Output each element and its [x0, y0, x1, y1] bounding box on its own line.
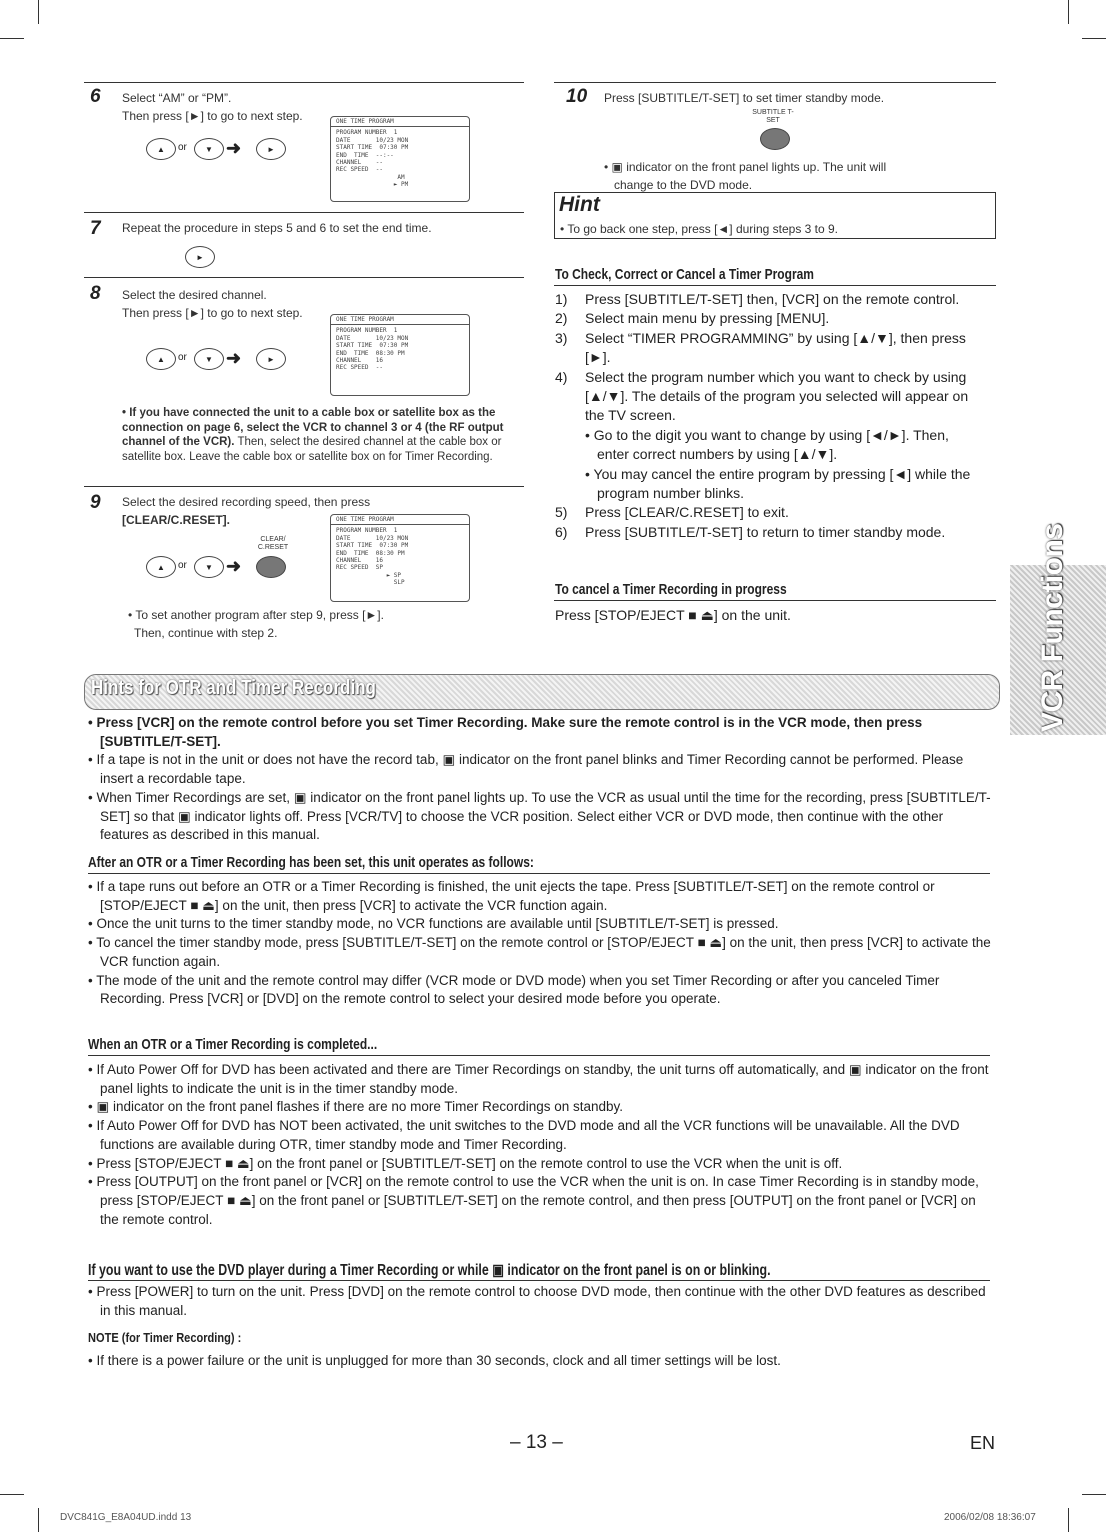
check-list	[555, 290, 975, 542]
divider	[84, 82, 524, 83]
crop-mark	[0, 1494, 24, 1495]
osd-screen-step8: ONE TIME PROGRAM PROGRAM NUMBER 1 DATE 10/23 MON START TIME 07:30 PM END TIME 08:30 PM CHANNEL 16 REC SPEED --	[330, 314, 470, 396]
down-button-icon: ▼	[194, 348, 224, 370]
crop-mark	[0, 38, 24, 39]
list-item: 5) Press [CLEAR/C.RESET] to exit.	[555, 504, 789, 521]
list-subitems: • Go to the digit you want to change by using [◄/►]. Then, enter correct numbers by using [▲/▼]. • You may cancel the entire program by pressing [◄] while the program number blinks.	[585, 426, 971, 502]
note-list: • If there is a power failure or the unit is unplugged for more than 30 seconds, clock and all timer settings will be lost.	[88, 1353, 781, 1368]
step-7-text: Repeat the procedure in steps 5 and 6 to set the end time.	[122, 221, 432, 235]
crop-mark	[1068, 1508, 1069, 1532]
side-tab-label: VCR Functions	[1036, 523, 1069, 732]
completed-list: • If Auto Power Off for DVD has been activated and there are Timer Recordings on standby, the unit turns off automatically, and ▣ indicator on the front panel lights to indicate the unit is in the timer standby mode. • ▣ indicator on the front panel flashes if there are no more Timer Recordings on standby. • If Auto Power Off for DVD has NOT been activated, the unit switches to the DVD mode and all the VCR functions will be unavailable. All the DVD functions are available during OTR, timer standby mode and Timer Recording. • Press [STOP/EJECT ■ ⏏] on the front panel or [SUBTITLE/T-SET] on the remote control to use the VCR when the unit is off. • Press [OUTPUT] on the front panel or [VCR] on the remote control to use the VCR when the unit is on. In case Timer Recording is in standby mode, press [STOP/EJECT ■ ⏏] on the front panel or [SUBTITLE/T-SET] on the remote control, and then press [OUTPUT] on the front panel or [VCR] on the remote control.	[88, 1062, 989, 1227]
list-item: 6) Press [SUBTITLE/T-SET] to return to timer standby mode.	[555, 523, 946, 540]
dvd-heading: If you want to use the DVD player during a Timer Recording or while ▣ indicator on the front panel is on or blinking.	[88, 1262, 771, 1279]
divider	[84, 486, 524, 487]
heading-underline	[554, 285, 996, 286]
list-item: 1) Press [SUBTITLE/T-SET] then, [VCR] on the remote control.	[555, 291, 960, 307]
clear-button-icon	[256, 556, 286, 578]
or-label: or	[178, 142, 187, 153]
step-6-text: Select “AM” or “PM”. Then press [►] to go to next step.	[122, 91, 303, 123]
heading-underline	[554, 600, 996, 601]
osd-title: ONE TIME PROGRAM	[331, 515, 469, 525]
osd-screen-step6: ONE TIME PROGRAM PROGRAM NUMBER 1 DATE 10/23 MON START TIME 07:30 PM END TIME --:-- CHANNEL -- REC SPEED -- AM ► PM	[330, 116, 470, 202]
page-number: – 13 –	[510, 1432, 563, 1453]
footer-file: DVC841G_E8A04UD.indd 13	[60, 1512, 192, 1523]
dvd-list: • Press [POWER] to turn on the unit. Press [DVD] on the remote control to choose DVD mode, then continue with the other DVD features as described in this manual.	[88, 1284, 986, 1318]
step-8-note: • If you have connected the unit to a cable box or satellite box as the connection on page 6, select the VCR to channel 3 or 4 (the RF output channel of the VCR). Then, select the desired channel at the cable box or satellite box. Leave the cable box or satellite box on for Timer Recording.	[122, 407, 504, 463]
hint-title: Hint	[559, 193, 600, 216]
hints-banner-title: Hints for OTR and Timer Recording	[91, 677, 376, 699]
osd-title: ONE TIME PROGRAM	[331, 315, 469, 325]
up-button-icon: ▲	[146, 138, 176, 160]
step-9-number: 9	[90, 492, 101, 513]
footer-timestamp: 2006/02/08 18:36:07	[944, 1512, 1036, 1523]
up-button-icon: ▲	[146, 556, 176, 578]
cancel-heading: To cancel a Timer Recording in progress	[555, 581, 787, 598]
list-item: 2) Select main menu by pressing [MENU].	[555, 310, 830, 327]
subtitle-button-label: SUBTITLE T-SET	[752, 109, 794, 124]
crop-mark	[1082, 38, 1106, 39]
down-button-icon: ▼	[194, 138, 224, 160]
hint-text: • To go back one step, press [◄] during steps 3 to 9.	[560, 222, 839, 236]
right-button-icon: ►	[256, 138, 286, 160]
step-7-number: 7	[90, 218, 101, 239]
step-9-text: Select the desired recording speed, then press [CLEAR/C.RESET].	[122, 495, 371, 527]
after-heading: After an OTR or a Timer Recording has been set, this unit operates as follows:	[88, 854, 534, 871]
after-list: • If a tape runs out before an OTR or a Timer Recording is finished, the unit ejects the tape. Press [SUBTITLE/T-SET] on the remote control or [STOP/EJECT ■ ⏏] on the unit, then press [VCR] to activate the VCR function again. • Once the unit turns to the timer standby mode, no VCR functions are available until [SUBTITLE/T-SET] is pressed. • To cancel the timer standby mode, press [SUBTITLE/T-SET] on the remote control or [STOP/EJECT ■ ⏏] on the unit, then press [VCR] to activate the VCR function again. • The mode of the unit and the remote control may differ (VCR mode or DVD mode) when you set Timer Recording or after you canceled Timer Recording. Press [VCR] or [DVD] on the remote control to select your desired mode before you operate.	[88, 879, 991, 1007]
down-button-icon: ▼	[194, 556, 224, 578]
check-heading: To Check, Correct or Cancel a Timer Program	[555, 266, 814, 283]
step-8-number: 8	[90, 283, 101, 304]
crop-mark	[1082, 1494, 1106, 1495]
crop-mark	[38, 1508, 39, 1532]
step-6-number: 6	[90, 86, 101, 107]
arrow-icon: ➜	[226, 138, 242, 158]
right-button-icon: ►	[256, 348, 286, 370]
divider	[84, 277, 524, 278]
crop-mark	[1068, 0, 1069, 24]
hints-banner	[84, 674, 1000, 710]
arrow-icon: ➜	[226, 348, 242, 368]
subtitle-button-icon	[760, 128, 790, 150]
or-label: or	[178, 352, 187, 363]
note-heading: NOTE (for Timer Recording) :	[88, 1330, 242, 1345]
osd-screen-step9: ONE TIME PROGRAM PROGRAM NUMBER 1 DATE 10/23 MON START TIME 07:30 PM END TIME 08:30 PM CHANNEL 16 REC SPEED SP ► SP SLP	[330, 514, 470, 602]
step-9-note: • To set another program after step 9, press [►]. Then, continue with step 2.	[128, 608, 384, 640]
step-10-text: Press [SUBTITLE/T-SET] to set timer standby mode.	[604, 91, 885, 105]
divider	[554, 82, 996, 83]
up-button-icon: ▲	[146, 348, 176, 370]
step-10-number: 10	[566, 86, 588, 107]
step-10-note: • ▣ indicator on the front panel lights up. The unit will change to the DVD mode.	[604, 160, 887, 192]
divider	[84, 212, 524, 213]
crop-mark	[38, 0, 39, 24]
osd-title: ONE TIME PROGRAM	[331, 117, 469, 127]
heading-underline	[88, 1055, 990, 1056]
heading-underline	[88, 1280, 990, 1281]
completed-heading: When an OTR or a Timer Recording is completed...	[88, 1036, 378, 1053]
hints-list: • Press [VCR] on the remote control before you set Timer Recording. Make sure the remote control is in the VCR mode, then press [SUBTITLE/T-SET]. • If a tape is not in the unit or does not have the record tab, ▣ indicator on the front panel blinks and Timer Recording cannot be performed. Please insert a recordable tape. • When Timer Recordings are set, ▣ indicator on the front panel lights up. To use the VCR as usual until the time for the recording, press [SUBTITLE/T-SET] so that ▣ indicator lights off. Press [VCR/TV] to choose the VCR position. Select either VCR or DVD mode, then continue with the other features as described in this manual.	[88, 715, 991, 843]
language-label: EN	[970, 1433, 996, 1453]
cancel-text: Press [STOP/EJECT ■ ⏏] on the unit.	[555, 607, 791, 623]
heading-underline	[88, 873, 990, 874]
right-button-icon: ►	[185, 246, 215, 268]
list-item: 4) Select the program number which you want to check by using [▲/▼]. The details of the program you selected will appear on the TV screen.	[555, 368, 969, 424]
or-label: or	[178, 560, 187, 571]
step-8-text: Select the desired channel. Then press [►] to go to next step.	[122, 288, 303, 320]
clear-button-label: CLEAR/ C.RESET	[257, 536, 289, 551]
arrow-icon: ➜	[226, 556, 242, 576]
list-item: 3) Select “TIMER PROGRAMMING” by using [▲/▼], then press [►].	[555, 329, 966, 366]
